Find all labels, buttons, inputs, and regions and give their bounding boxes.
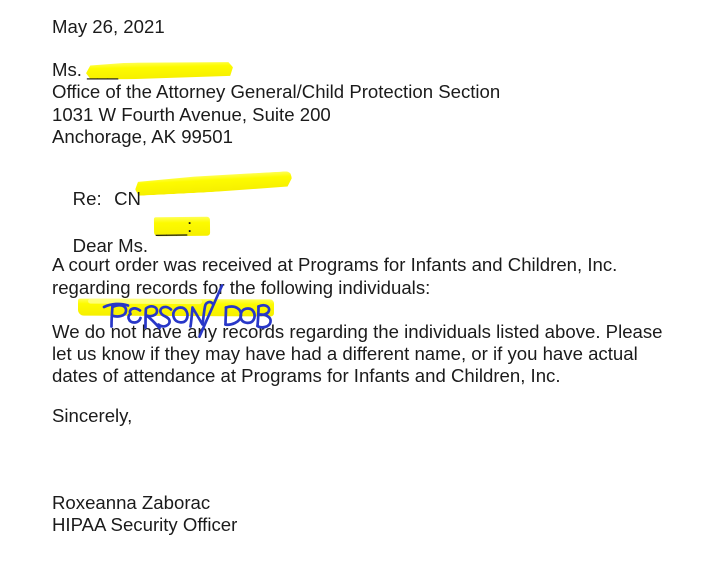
redaction-highlight-case-number bbox=[135, 171, 293, 196]
recipient-org: Office of the Attorney General/Child Protection Section bbox=[52, 81, 501, 103]
recipient-city: Anchorage, AK 99501 bbox=[52, 126, 233, 148]
signature-block bbox=[52, 492, 237, 535]
signature-name: Roxeanna Zaborac bbox=[52, 492, 211, 513]
recipient-name-line bbox=[52, 59, 500, 82]
body-line: let us know if they may have had a different name, or if you have actual bbox=[52, 343, 638, 364]
salutation-redacted: ___: bbox=[155, 214, 193, 236]
body-line: We do not have any records regarding the individuals listed above. Please bbox=[52, 321, 663, 342]
closing: Sincerely, bbox=[52, 405, 133, 426]
signature-title: HIPAA Security Officer bbox=[52, 513, 238, 535]
body-line: dates of attendance at Programs for Infants and Children, Inc. bbox=[52, 365, 561, 386]
letter-date: May 26, 2021 bbox=[52, 16, 165, 37]
reference-value: CN bbox=[114, 187, 141, 209]
recipient-street: 1031 W Fourth Avenue, Suite 200 bbox=[52, 103, 331, 125]
body-line: regarding records for the following individuals: bbox=[52, 276, 431, 298]
body-line: A court order was received at Programs for Infants and Children, Inc. bbox=[52, 254, 618, 275]
salutation-prefix: Dear Ms. bbox=[72, 234, 149, 256]
reference-label: Re: bbox=[72, 187, 102, 209]
recipient-redacted-underscores: ___ bbox=[87, 58, 119, 80]
recipient-address-block bbox=[52, 59, 500, 149]
redaction-highlight-salutation bbox=[154, 216, 210, 235]
recipient-prefix: Ms. bbox=[52, 58, 88, 80]
handwritten-annotation-ink bbox=[100, 284, 280, 340]
